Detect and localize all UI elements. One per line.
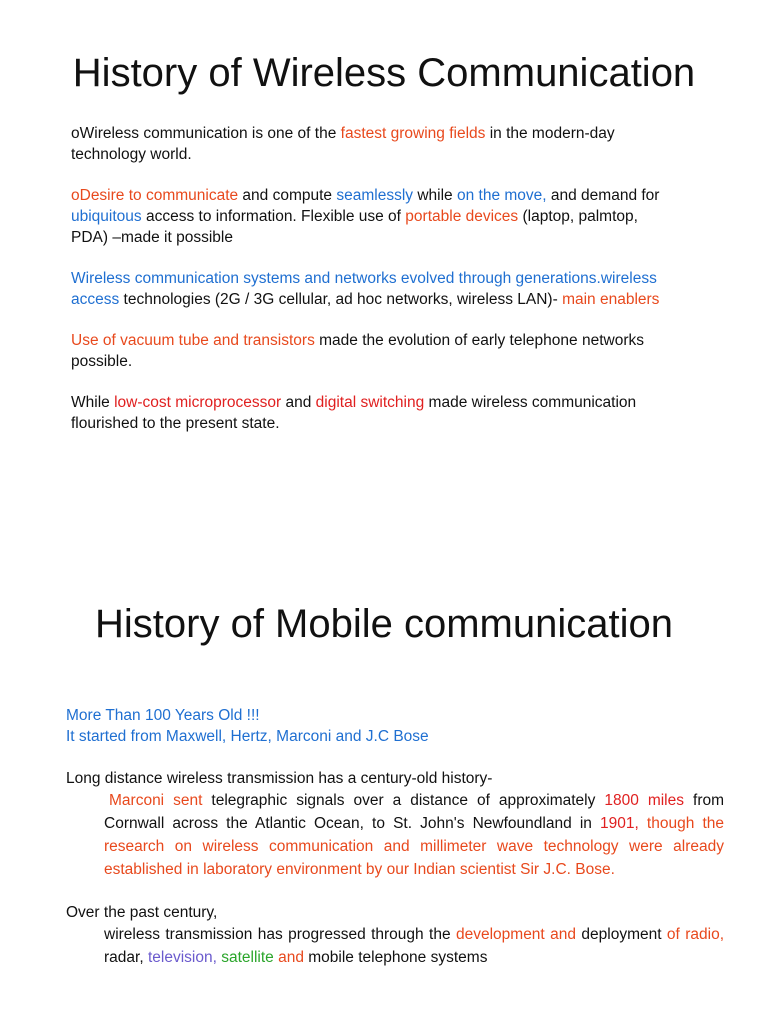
intro-line: More Than 100 Years Old !!!	[66, 707, 260, 724]
paragraph: oDesire to communicate and compute seamlessly while on the move, and demand for ubiquitous access to information. Flexible use of portable devices (laptop, palmtop, PDA) –made it possible	[71, 187, 660, 246]
paragraph: oWireless communication is one of the fastest growing fields in the modern-day technology world.	[71, 125, 615, 163]
paragraph: wireless transmission has progressed through the development and deployment of radio, radar, television, satellite and mobile telephone systems	[104, 926, 725, 966]
page-title-wireless: History of Wireless Communication	[72, 51, 696, 95]
intro-line: It started from Maxwell, Hertz, Marconi and J.C Bose	[66, 728, 429, 745]
mobile-history-text	[66, 705, 724, 969]
paragraph: Wireless communication systems and networks evolved through generations.wireless access technologies (2G / 3G cellular, ad hoc networks, wireless LAN)- main enablers	[71, 270, 660, 308]
paragraph: Long distance wireless transmission has a century-old history-	[66, 770, 493, 787]
paragraph: Over the past century,	[66, 904, 218, 921]
page-title-mobile: History of Mobile communication	[95, 602, 673, 646]
paragraph: Use of vacuum tube and transistors made the evolution of early telephone networks possible.	[71, 332, 644, 370]
paragraph: While low-cost microprocessor and digital switching made wireless communication flourished to the present state.	[71, 394, 637, 432]
wireless-history-text	[71, 123, 671, 454]
paragraph: Marconi sent telegraphic signals over a distance of approximately 1800 miles from Cornwall across the Atlantic Ocean, to St. John's Newfoundland in 1901, though the research on wireless communication and millimeter wave technology were already established in laboratory environment by our Indian scientist Sir J.C. Bose.	[104, 792, 725, 878]
